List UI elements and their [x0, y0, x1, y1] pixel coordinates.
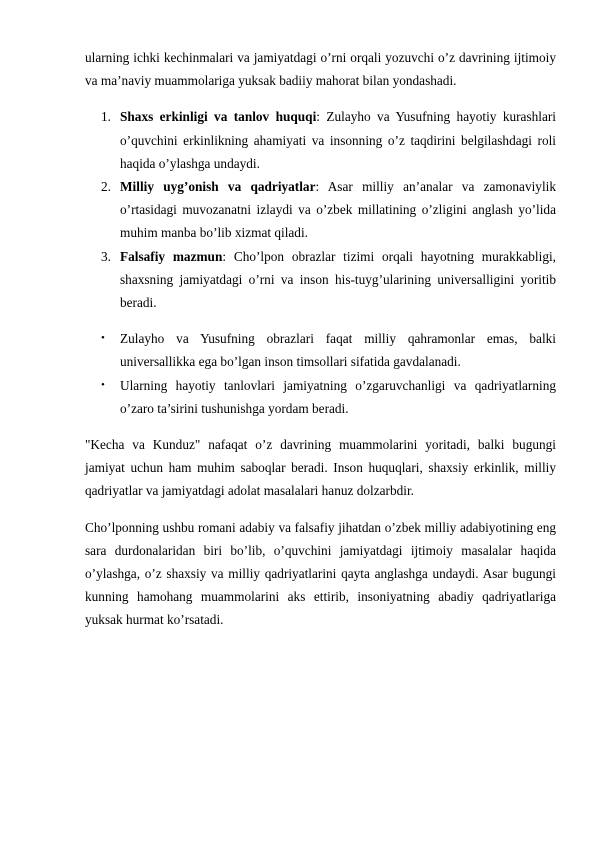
- item-title: Milliy uyg’onish va qadriyatlar: [120, 179, 316, 195]
- final-paragraph: Cho’lponning ushbu romani adabiy va falsafiy jihatdan o’zbek milliy adabiyotining eng sara durdonalaridan biri bo’lib, o’quvchini jamiyatdagi ijtimoiy masalalar haqida o’ylashga, o’z shaxsiy va milliy qadriyatlarini qayta anglashga undaydi. Asar bugungi kunning hamohang muammolarini aks ettirib, insoniyatning abadiy qadriyatlariga yuksak hurmat ko’rsatadi.: [85, 519, 556, 628]
- item-text: : Cho’lpon obrazlar tizimi orqali hayotning murakkabligi, shaxsning jamiyatdagi o’rni va inson his-tuyg’ularining universalligini yoritib beradi.: [120, 248, 556, 311]
- list-number: 2.: [101, 179, 111, 195]
- conclusion-paragraph: "Kecha va Kunduz" nafaqat o’z davrining muammolarini yoritadi, balki bugungi jamiyat uchun ham muhim saboqlar beradi. Inson huquqlari, shaxsiy erkinlik, milliy qadriyatlar va jamiyatdagi adolat masalalari hanuz dolzarbdir.: [85, 437, 556, 499]
- bullet-list: [85, 327, 556, 420]
- bullet-text: Zulayho va Yusufning obrazlari faqat milliy qahramonlar emas, balki universallikka ega bo’lgan inson timsollari sifatida gavdalanadi.: [120, 331, 556, 370]
- bullet-list-item: [85, 374, 556, 420]
- item-title: Falsafiy mazmun: [120, 248, 223, 264]
- bullet-text: Ularning hayotiy tanlovlari jamiyatning o’zgaruvchanligi va qadriyatlarning o’zaro ta’sirini tushunishga yordam beradi.: [120, 377, 556, 416]
- item-title: Shaxs erkinligi va tanlov huquqi: [120, 109, 317, 125]
- numbered-list-item: [85, 245, 556, 315]
- list-number: 1.: [101, 109, 111, 125]
- bullet-list-item: [85, 327, 556, 373]
- numbered-list-item: [85, 175, 556, 245]
- item-text: : Asar milliy an’analar va zamonaviylik o’rtasidagi muvozanatni izlaydi va o’zbek millatining o’zligini anglash yo’lida muhim manba bo’lib xizmat qiladi.: [120, 179, 556, 241]
- intro-paragraph: ularning ichki kechinmalari va jamiyatdagi o’rni orqali yozuvchi o’z davrining ijtimoiy va ma’naviy muammolariga yuksak badiiy mahorat bilan yondashadi.: [85, 50, 556, 89]
- list-number: 3.: [101, 248, 111, 264]
- bullet-icon: •: [101, 332, 105, 345]
- item-text: : Zulayho va Yusufning hayotiy kurashlari o’quvchini erkinlikning ahamiyati va insonning o’z taqdirini belgilashdagi roli haqida o’ylashga undaydi.: [120, 109, 556, 171]
- bullet-icon: •: [101, 378, 105, 391]
- numbered-list: [85, 105, 556, 314]
- document-page: [85, 46, 556, 632]
- numbered-list-item: [85, 105, 556, 175]
